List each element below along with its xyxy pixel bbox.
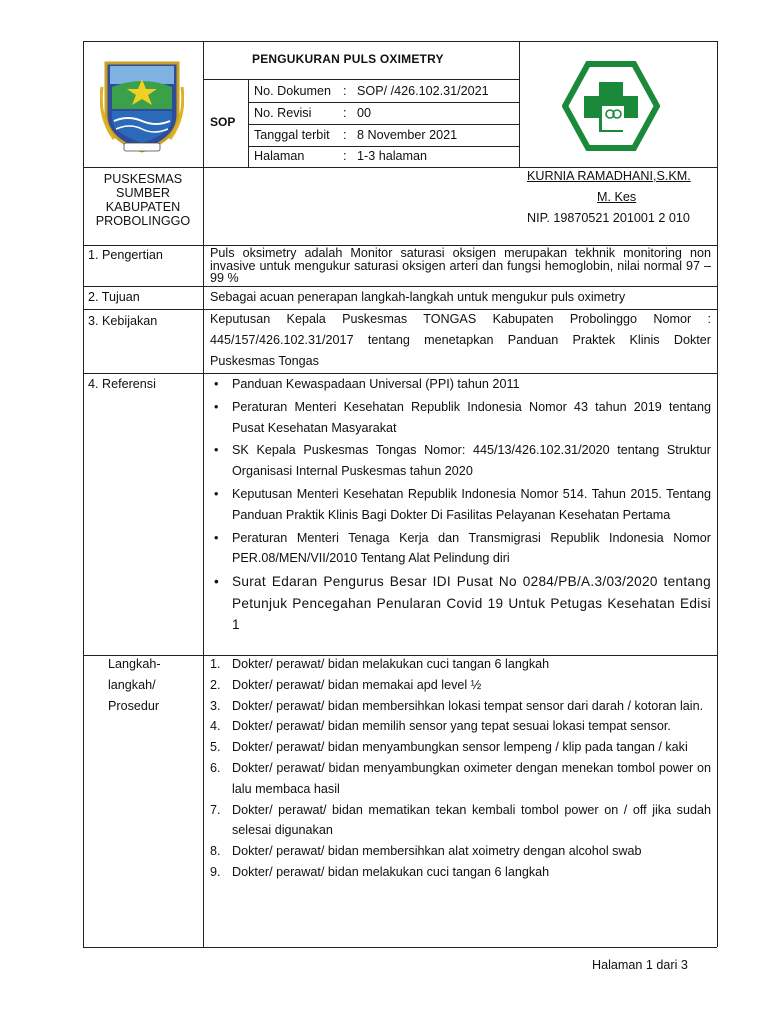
list-item: [210, 484, 711, 526]
step-item: [210, 841, 711, 862]
referensi-text: Surat Edaran Pengurus Besar IDI Pusat No 0284/PB/A.3/03/2020 tentang Petunjuk Pencegahan Penularan Covid 19 Untuk Petugas Kesehatan Edisi 1: [232, 574, 711, 633]
step-number: 4.: [210, 719, 221, 734]
referensi-list: [210, 374, 711, 636]
list-item: [210, 528, 711, 570]
bullet-icon: •: [214, 399, 219, 414]
step-item: [210, 758, 711, 800]
step-text: Dokter/ perawat/ bidan menyambungkan sensor lempeng / klip pada tangan / kaki: [232, 740, 688, 755]
referensi-text: Panduan Kewaspadaan Universal (PPI) tahun 2011: [232, 377, 520, 391]
label-kebijakan: 3. Kebijakan: [88, 314, 158, 328]
org-line: PUSKESMAS: [103, 172, 183, 186]
meta-value-no-revisi: 00: [357, 106, 372, 120]
step-number: 6.: [210, 760, 221, 775]
meta-sep: :: [343, 149, 347, 163]
step-text: Dokter/ perawat/ bidan membersihkan lokasi tempat sensor dari darah / kotoran lain.: [232, 698, 704, 713]
text-kebijakan: Keputusan Kepala Puskesmas TONGAS Kabupaten Probolinggo Nomor : 445/157/426.102.31/2017 tentang menetapkan Panduan Praktek Klinis Dokter Puskesmas Tongas: [210, 312, 711, 368]
label-prosedur: Prosedur: [108, 699, 160, 713]
step-item: [210, 716, 711, 737]
text-pengertian: Puls oksimetry adalah Monitor saturasi oksigen merupakan tekhnik monitoring non invasive untuk mengukur saturasi oksigen arteri dan fungsi hemoglobin, nilai normal 97 – 99 %: [210, 246, 711, 285]
bullet-icon: •: [214, 486, 219, 501]
meta-value-halaman: 1-3 halaman: [357, 149, 428, 163]
meta-key-halaman: Halaman: [254, 149, 305, 163]
step-number: 1.: [210, 657, 221, 671]
referensi-text: SK Kepala Puskesmas Tongas Nomor: 445/13/426.102.31/2020 tentang Struktur Organisasi Internal Puskesmas tahun 2020: [232, 443, 711, 479]
step-text: Dokter/ perawat/ bidan melakukan cuci tangan 6 langkah: [232, 864, 550, 879]
signer-nip: NIP. 19870521 201001 2 010: [527, 211, 690, 225]
sop-label: SOP: [210, 115, 236, 129]
bullet-icon: •: [214, 574, 220, 590]
bullet-icon: •: [214, 530, 219, 545]
org-line: PROBOLINGGO: [95, 214, 191, 228]
regency-emblem: [100, 57, 184, 155]
step-item: [210, 737, 711, 758]
meta-value-no-dokumen: SOP/ /426.102.31/2021: [357, 84, 489, 98]
bullet-icon: •: [214, 377, 219, 391]
prosedur-steps: [210, 654, 711, 883]
list-item: [210, 397, 711, 439]
label-referensi: 4. Referensi: [88, 377, 156, 391]
step-number: 3.: [210, 698, 221, 713]
puskesmas-logo: [562, 60, 660, 152]
step-item: [210, 862, 711, 883]
step-text: Dokter/ perawat/ bidan membersihkan alat xoimetry dengan alcohol swab: [232, 844, 642, 859]
label-prosedur: Langkah-: [108, 657, 161, 671]
label-pengertian: 1. Pengertian: [88, 248, 163, 262]
step-number: 2.: [210, 677, 221, 692]
step-text: Dokter/ perawat/ bidan menyambungkan oximeter dengan menekan tombol power on lalu membaca hasil: [232, 760, 711, 796]
meta-key-no-revisi: No. Revisi: [254, 106, 312, 120]
meta-sep: :: [343, 84, 347, 98]
step-number: 8.: [210, 844, 221, 859]
step-text: Dokter/ perawat/ bidan memakai apd level ½: [232, 677, 482, 692]
list-item: [210, 440, 711, 482]
step-text: Dokter/ perawat/ bidan mematikan tekan kembali tombol power on / off jika sudah selesai digunakan: [232, 802, 711, 838]
referensi-text: Peraturan Menteri Kesehatan Republik Indonesia Nomor 43 tahun 2019 tentang Pusat Kesehatan Masyarakat: [232, 399, 711, 435]
step-item: [210, 675, 711, 696]
meta-value-tanggal-terbit: 8 November 2021: [357, 128, 458, 142]
step-text: Dokter/ perawat/ bidan melakukan cuci tangan 6 langkah: [232, 657, 550, 671]
signer-name: KURNIA RAMADHANI,S.KM.: [527, 169, 691, 183]
step-item: [210, 696, 711, 717]
step-number: 7.: [210, 802, 221, 817]
step-item: [210, 654, 711, 675]
meta-sep: :: [343, 106, 347, 120]
document-title: PENGUKURAN PULS OXIMETRY: [252, 52, 444, 66]
list-item: [210, 374, 711, 395]
org-line: SUMBER: [116, 186, 170, 200]
label-prosedur: langkah/: [108, 678, 156, 692]
step-text: Dokter/ perawat/ bidan memilih sensor yang tepat sesuai lokasi tempat sensor.: [232, 719, 671, 734]
text-tujuan: Sebagai acuan penerapan langkah-langkah untuk mengukur puls oximetry: [210, 290, 626, 304]
label-tujuan: 2. Tujuan: [88, 290, 140, 304]
step-number: 9.: [210, 864, 221, 879]
referensi-text: Peraturan Menteri Tenaga Kerja dan Transmigrasi Republik Indonesia Nomor PER.08/MEN/VII/2010 Tentang Alat Pelindung diri: [232, 530, 711, 566]
step-item: [210, 800, 711, 842]
page-number: Halaman 1 dari 3: [592, 958, 688, 972]
list-item: [210, 571, 711, 636]
referensi-text: Keputusan Menteri Kesehatan Republik Indonesia Nomor 514. Tahun 2015. Tentang Panduan Praktik Klinis Bagi Dokter Di Fasilitas Pelayanan Kesehatan Pertama: [232, 486, 711, 522]
step-number: 5.: [210, 740, 221, 755]
meta-sep: :: [343, 128, 347, 142]
meta-key-no-dokumen: No. Dokumen: [254, 84, 331, 98]
bullet-icon: •: [214, 443, 219, 458]
signer-title: M. Kes: [597, 190, 637, 204]
org-line: KABUPATEN: [105, 200, 181, 214]
meta-key-tanggal-terbit: Tanggal terbit: [254, 128, 330, 142]
